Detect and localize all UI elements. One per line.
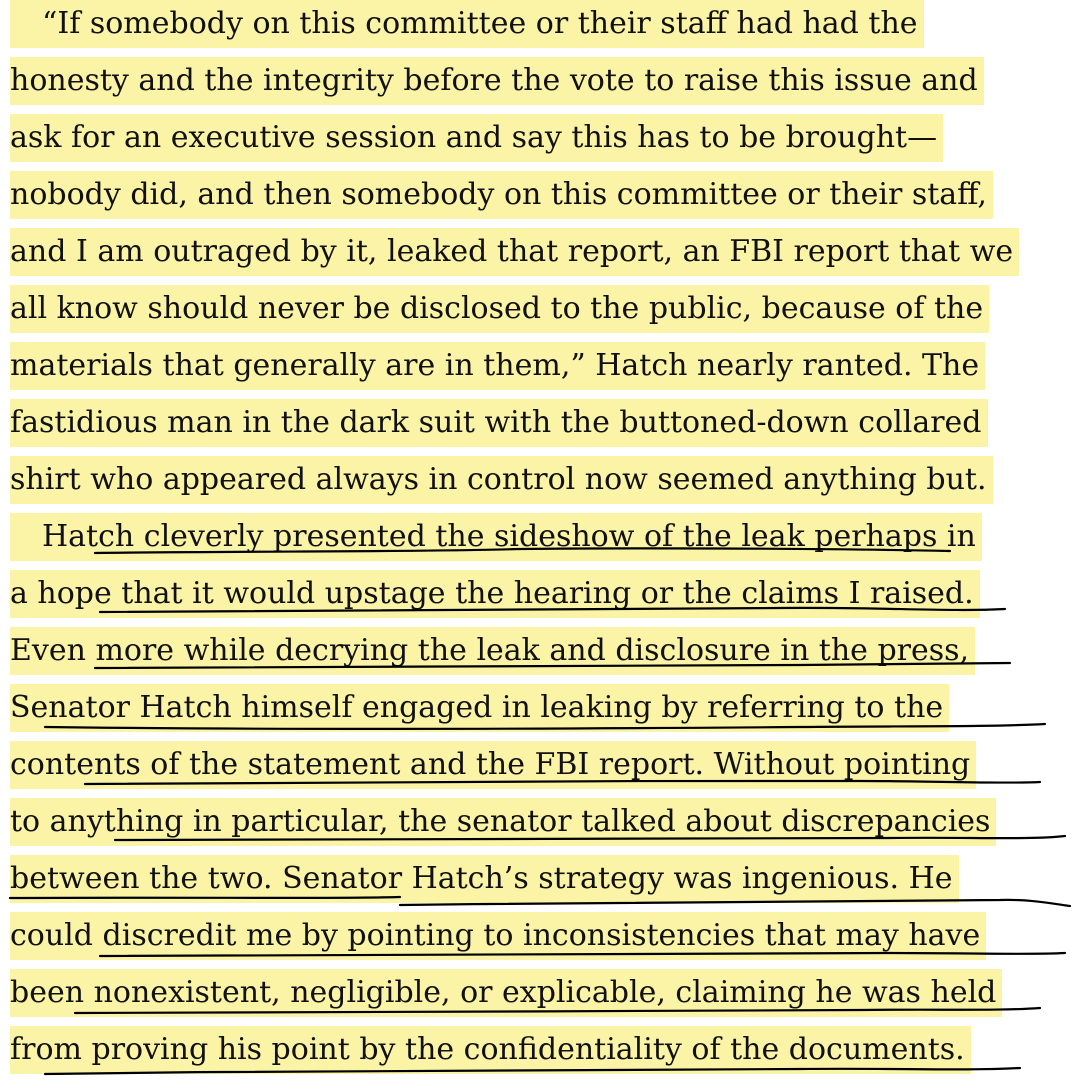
text-line: a hope that it would upstage the hearing or the claims I raised. [10,570,980,618]
paragraph-2-line-10 [0,1026,971,1074]
paragraph-1-line-9 [0,456,993,504]
text-line: Hatch cleverly presented the sideshow of the leak perhaps in [10,513,982,561]
paragraph-2-line-4 [0,684,949,732]
paragraph-1-line-7 [0,342,985,390]
paragraph-2-line-2 [0,570,980,618]
text-line: between the two. Senator Hatch’s strategy was ingenious. He [10,855,959,903]
paragraph-1-line-3 [0,114,943,162]
text-line: all know should never be disclosed to the public, because of the [10,285,989,333]
text-line: to anything in particular, the senator talked about discrepancies [10,798,996,846]
paragraph-2-line-3 [0,627,975,675]
text-line: could discredit me by pointing to inconsistencies that may have [10,912,986,960]
text-line: been nonexistent, negligible, or explicable, claiming he was held [10,969,1002,1017]
paragraph-2-line-8 [0,912,986,960]
text-line: nobody did, and then somebody on this committee or their staff, [10,171,993,219]
text-line: ask for an executive session and say this has to be brought— [10,114,943,162]
paragraph-1-line-5 [0,228,1019,276]
text-line: shirt who appeared always in control now seemed anything but. [10,456,993,504]
paragraph-1-line-6 [0,285,989,333]
text-line: fastidious man in the dark suit with the buttoned-down collared [10,399,988,447]
text-line: Even more while decrying the leak and disclosure in the press, [10,627,975,675]
text-line: Senator Hatch himself engaged in leaking by referring to the [10,684,949,732]
text-line: materials that generally are in them,” Hatch nearly ranted. The [10,342,985,390]
text-line: contents of the statement and the FBI report. Without pointing [10,741,976,789]
paragraph-1-line-2 [0,57,984,105]
text-line: “If somebody on this committee or their staff had had the [10,0,924,48]
text-line: honesty and the integrity before the vote to raise this issue and [10,57,984,105]
paragraph-2-line-9 [0,969,1002,1017]
paragraph-1-line-1 [0,0,924,48]
paragraph-1-line-8 [0,399,988,447]
paragraph-2-line-7 [0,855,959,903]
paragraph-1-line-4 [0,171,993,219]
text-line: and I am outraged by it, leaked that report, an FBI report that we [10,228,1019,276]
paragraph-2-line-6 [0,798,996,846]
paragraph-2-line-1 [0,513,982,561]
paragraph-2-line-5 [0,741,976,789]
text-line: from proving his point by the confidentiality of the documents. [10,1026,971,1074]
